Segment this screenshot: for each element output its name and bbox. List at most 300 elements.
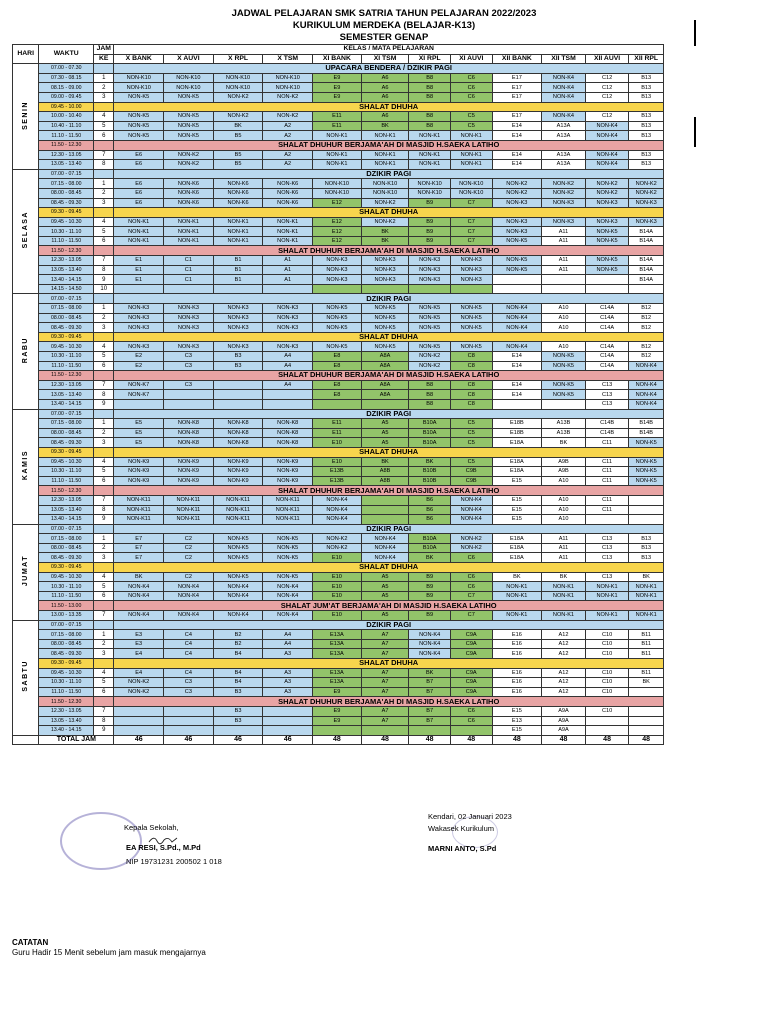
subject-cell: BK — [213, 121, 263, 131]
class-header: XII TSM — [542, 54, 586, 64]
subject-cell: E6 — [114, 160, 164, 170]
subject-cell: B6 — [409, 515, 451, 525]
period-number: 6 — [94, 361, 114, 371]
subject-cell: E9 — [313, 716, 362, 726]
subject-cell: NON-K1 — [629, 611, 664, 621]
period-number — [94, 486, 114, 496]
subject-cell: A2 — [263, 150, 313, 160]
subject-cell: A1 — [263, 265, 313, 275]
subject-cell: B3 — [213, 361, 263, 371]
subject-cell: C9A — [450, 678, 492, 688]
subject-cell: E6 — [114, 150, 164, 160]
subject-cell: A5 — [361, 591, 409, 601]
subject-cell: E9 — [313, 83, 362, 93]
period-row — [13, 438, 664, 448]
subject-cell: E18A — [492, 553, 542, 563]
period-row — [13, 83, 664, 93]
class-header: XI TSM — [361, 54, 409, 64]
subject-cell: NON-K6 — [213, 188, 263, 198]
subject-cell: C3 — [164, 361, 214, 371]
class-header: XII RPL — [629, 54, 664, 64]
subject-cell: NON-K8 — [164, 438, 214, 448]
subject-cell — [629, 726, 664, 736]
total-cell: 46 — [213, 735, 263, 745]
period-number: 8 — [94, 505, 114, 515]
subject-cell: NON-K4 — [450, 495, 492, 505]
subject-cell: A11 — [542, 534, 586, 544]
subject-cell — [492, 284, 542, 294]
subject-cell: NON-K5 — [450, 313, 492, 323]
subject-cell: NON-K2 — [450, 543, 492, 553]
subject-cell: C10 — [585, 706, 629, 716]
subject-cell: B8 — [409, 390, 451, 400]
subject-cell: B10B — [409, 476, 451, 486]
event-banner: DZIKIR PAGI — [114, 524, 664, 534]
subject-cell: NON-K1 — [213, 227, 263, 237]
subject-cell: NON-K4 — [164, 591, 214, 601]
subject-cell: NON-K5 — [542, 380, 586, 390]
subject-cell: NON-K3 — [263, 313, 313, 323]
subject-cell: E13 — [492, 716, 542, 726]
subject-cell: C14A — [585, 313, 629, 323]
subject-cell: NON-K4 — [585, 131, 629, 141]
subject-cell: A13A — [542, 150, 586, 160]
subject-cell: NON-K11 — [213, 505, 263, 515]
event-banner: DZIKIR PAGI — [114, 409, 664, 419]
subject-cell: NON-K3 — [542, 198, 586, 208]
subject-cell: NON-K9 — [213, 476, 263, 486]
subject-cell: NON-K4 — [313, 505, 362, 515]
subject-cell: NON-K4 — [542, 112, 586, 122]
subject-cell: NON-K3 — [213, 342, 263, 352]
total-cell: 46 — [263, 735, 313, 745]
subject-cell: A2 — [263, 160, 313, 170]
subject-cell: E3 — [114, 639, 164, 649]
event-banner: SHALAT DHUHA — [114, 659, 664, 669]
subject-cell: A12 — [542, 678, 586, 688]
subject-cell: NON-K3 — [313, 265, 362, 275]
subject-cell: NON-K4 — [492, 323, 542, 333]
subject-cell: NON-K11 — [164, 505, 214, 515]
day-label — [13, 524, 39, 620]
subject-cell: NON-K5 — [629, 467, 664, 477]
subject-cell — [114, 726, 164, 736]
subject-cell: NON-K1 — [164, 236, 214, 246]
period-number: 10 — [94, 284, 114, 294]
subject-cell: A6 — [361, 112, 409, 122]
schedule-title: JADWAL PELAJARAN SMK SATRIA TAHUN PELAJARAN 2022/2023 — [231, 8, 537, 19]
subject-cell: B13 — [629, 150, 664, 160]
event-banner: DZIKIR PAGI — [114, 620, 664, 630]
period-row — [13, 265, 664, 275]
subject-cell: NON-K4 — [263, 582, 313, 592]
event-banner: UPACARA BENDERA / DZIKIR PAGI — [114, 64, 664, 74]
subject-cell: E10 — [313, 591, 362, 601]
subject-cell: E5 — [114, 419, 164, 429]
period-row — [13, 591, 664, 601]
subject-cell: NON-K2 — [492, 179, 542, 189]
subject-cell: NON-K1 — [114, 236, 164, 246]
subject-cell: E9 — [313, 73, 362, 83]
subject-cell: C11 — [585, 457, 629, 467]
subject-cell: NON-K3 — [492, 198, 542, 208]
subject-cell: B12 — [629, 313, 664, 323]
subject-cell: NON-K3 — [409, 256, 451, 266]
period-row — [13, 227, 664, 237]
subject-cell: C14A — [585, 352, 629, 362]
subject-cell: NON-K4 — [585, 150, 629, 160]
subject-cell: A10 — [542, 313, 586, 323]
subject-cell: BK — [409, 553, 451, 563]
event-banner: SHALAT DHUHUR BERJAMA'AH DI MASJID H.SAEKA LATIHO — [114, 371, 664, 381]
subject-cell: NON-K1 — [213, 217, 263, 227]
subject-cell: C6 — [450, 92, 492, 102]
subject-cell: NON-K1 — [409, 150, 451, 160]
subject-cell: E9 — [313, 92, 362, 102]
subject-cell: NON-K8 — [263, 419, 313, 429]
subject-cell: NON-K3 — [164, 313, 214, 323]
event-banner: SHALAT DHUHA — [114, 208, 664, 218]
event-banner: SHALAT DHUHUR BERJAMA'AH DI MASJID H.SAEKA LATIHO — [114, 486, 664, 496]
subject-cell: NON-K2 — [164, 160, 214, 170]
subject-cell: B8 — [409, 83, 451, 93]
subject-cell: B13 — [629, 112, 664, 122]
subject-cell: NON-K1 — [450, 131, 492, 141]
total-cell: 48 — [450, 735, 492, 745]
headmaster-title: Kepala Sekolah, — [124, 823, 179, 832]
subject-cell — [542, 399, 586, 409]
period-row — [13, 476, 664, 486]
subject-cell: C6 — [450, 83, 492, 93]
subject-cell: C6 — [450, 582, 492, 592]
period-row — [13, 236, 664, 246]
subject-cell — [263, 284, 313, 294]
period-number: 1 — [94, 419, 114, 429]
subject-cell: E15 — [492, 706, 542, 716]
time-cell: 12.30 - 13.05 — [39, 256, 94, 266]
subject-cell: E12 — [313, 217, 362, 227]
subject-cell — [361, 726, 409, 736]
subject-cell: B6 — [409, 495, 451, 505]
subject-cell: NON-K1 — [313, 131, 362, 141]
period-row — [13, 649, 664, 659]
subject-cell: C14A — [585, 304, 629, 314]
period-row — [13, 726, 664, 736]
period-row — [13, 467, 664, 477]
subject-cell: NON-K5 — [213, 543, 263, 553]
subject-cell — [114, 284, 164, 294]
subject-cell: NON-K1 — [409, 131, 451, 141]
period-number — [94, 409, 114, 419]
period-row — [13, 390, 664, 400]
subject-cell — [164, 390, 214, 400]
period-row — [13, 150, 664, 160]
subject-cell: NON-K2 — [213, 112, 263, 122]
total-cell: 48 — [542, 735, 586, 745]
time-cell: 07.30 - 08.15 — [39, 73, 94, 83]
subject-cell: C6 — [450, 553, 492, 563]
subject-cell: B12 — [629, 323, 664, 333]
subject-cell: E14 — [492, 361, 542, 371]
subject-cell: A9A — [542, 716, 586, 726]
subject-cell: A7 — [361, 639, 409, 649]
subject-cell: E13A — [313, 668, 362, 678]
subject-cell: E5 — [114, 428, 164, 438]
time-cell: 08.00 - 08.45 — [39, 639, 94, 649]
period-number: 7 — [94, 150, 114, 160]
period-row — [13, 678, 664, 688]
subject-cell: B13 — [629, 131, 664, 141]
subject-cell: B12 — [629, 352, 664, 362]
subject-cell: E12 — [313, 198, 362, 208]
subject-cell: NON-K5 — [585, 227, 629, 237]
subject-cell: C7 — [450, 198, 492, 208]
day-label — [13, 620, 39, 735]
period-number — [94, 64, 114, 74]
time-cell: 13.40 - 14.15 — [39, 515, 94, 525]
subject-cell: E17 — [492, 92, 542, 102]
subject-cell: B7 — [409, 687, 451, 697]
total-spacer — [13, 735, 39, 745]
subject-cell: NON-K1 — [361, 131, 409, 141]
subject-cell — [213, 399, 263, 409]
subject-cell: NON-K5 — [450, 304, 492, 314]
subject-cell: NON-K4 — [361, 534, 409, 544]
subject-cell: B3 — [213, 716, 263, 726]
subject-cell: A9B — [542, 457, 586, 467]
subject-cell: B1 — [213, 275, 263, 285]
subject-cell: C10 — [585, 668, 629, 678]
subject-cell: B11 — [629, 649, 664, 659]
subject-cell: E15 — [492, 495, 542, 505]
subject-cell: A11 — [542, 236, 586, 246]
period-number: 7 — [94, 495, 114, 505]
subject-cell: NON-K8 — [164, 428, 214, 438]
subject-cell — [164, 399, 214, 409]
subject-cell: NON-K6 — [263, 179, 313, 189]
subject-cell — [629, 495, 664, 505]
subject-cell — [263, 390, 313, 400]
subject-cell — [164, 706, 214, 716]
subject-cell — [585, 515, 629, 525]
subject-cell: NON-K1 — [114, 217, 164, 227]
subject-cell — [585, 275, 629, 285]
subject-cell — [492, 275, 542, 285]
subject-cell: A10 — [542, 505, 586, 515]
subject-cell: A10 — [542, 515, 586, 525]
subject-cell: B8 — [409, 399, 451, 409]
subject-cell: NON-K2 — [361, 198, 409, 208]
period-number: 8 — [94, 265, 114, 275]
subject-cell: E18A — [492, 543, 542, 553]
subject-cell: B13 — [629, 92, 664, 102]
subject-cell: B14A — [629, 256, 664, 266]
subject-cell: NON-K2 — [114, 678, 164, 688]
subject-cell: B13 — [629, 543, 664, 553]
subject-cell: NON-K6 — [213, 198, 263, 208]
subject-cell: NON-K5 — [492, 256, 542, 266]
subject-cell: A9A — [542, 706, 586, 716]
period-number: 4 — [94, 668, 114, 678]
subject-cell: NON-K4 — [492, 342, 542, 352]
time-cell: 11.50 - 12.30 — [39, 486, 94, 496]
time-cell: 09.45 - 10.00 — [39, 102, 94, 112]
subject-cell: NON-K4 — [492, 304, 542, 314]
subject-cell: B9 — [409, 591, 451, 601]
subject-cell: A5 — [361, 428, 409, 438]
subject-cell: C4 — [164, 639, 214, 649]
subject-cell: NON-K5 — [409, 342, 451, 352]
total-label: TOTAL JAM — [39, 735, 114, 745]
subject-cell — [263, 399, 313, 409]
subject-cell: E14 — [492, 121, 542, 131]
subject-cell: C14A — [585, 361, 629, 371]
day-name: RABU — [21, 336, 29, 364]
subject-cell: C8 — [450, 361, 492, 371]
period-number: 3 — [94, 649, 114, 659]
time-cell: 10.30 - 11.10 — [39, 227, 94, 237]
subject-cell: B14A — [629, 236, 664, 246]
time-cell: 11.10 - 11.50 — [39, 687, 94, 697]
period-number — [94, 169, 114, 179]
subject-cell: NON-K10 — [164, 73, 214, 83]
subject-cell: E6 — [114, 188, 164, 198]
subject-cell: C7 — [450, 236, 492, 246]
subject-cell: NON-K8 — [263, 438, 313, 448]
subject-cell — [263, 716, 313, 726]
subject-cell: B2 — [213, 639, 263, 649]
subject-cell: B5 — [213, 150, 263, 160]
subject-cell: A6 — [361, 73, 409, 83]
period-row — [13, 706, 664, 716]
time-cell: 11.10 - 11.50 — [39, 591, 94, 601]
period-number: 2 — [94, 188, 114, 198]
subject-cell: E11 — [313, 419, 362, 429]
subject-cell: NON-K9 — [114, 457, 164, 467]
period-number: 4 — [94, 217, 114, 227]
subject-cell: A9A — [542, 726, 586, 736]
subject-cell: A9B — [542, 467, 586, 477]
event-banner: SHALAT DHUHUR BERJAMA'AH DI MASJID H.SAEKA LATIHO — [114, 697, 664, 707]
time-cell: 09.30 - 09.45 — [39, 563, 94, 573]
subject-cell: NON-K4 — [629, 390, 664, 400]
subject-cell: E15 — [492, 515, 542, 525]
total-cell: 48 — [492, 735, 542, 745]
subject-cell: C8 — [450, 380, 492, 390]
subject-cell: NON-K6 — [263, 188, 313, 198]
period-number: 6 — [94, 131, 114, 141]
subject-cell: NON-K5 — [213, 553, 263, 563]
subject-cell: A1 — [263, 275, 313, 285]
subject-cell: NON-K5 — [313, 342, 362, 352]
period-number: 8 — [94, 716, 114, 726]
subject-cell: NON-K5 — [585, 256, 629, 266]
period-number: 7 — [94, 611, 114, 621]
subject-cell: C6 — [450, 716, 492, 726]
subject-cell: C6 — [450, 706, 492, 716]
subject-cell: NON-K5 — [585, 236, 629, 246]
subject-cell: NON-K9 — [164, 457, 214, 467]
subject-cell — [542, 275, 586, 285]
period-row — [13, 611, 664, 621]
time-cell: 12.30 - 13.05 — [39, 495, 94, 505]
subject-cell: A13B — [542, 428, 586, 438]
subject-cell: C5 — [450, 428, 492, 438]
subject-cell: B1 — [213, 265, 263, 275]
subject-cell: C3 — [164, 380, 214, 390]
subject-cell: NON-K4 — [313, 495, 362, 505]
subject-cell: E10 — [313, 582, 362, 592]
total-cell: 48 — [629, 735, 664, 745]
time-cell: 11.50 - 12.30 — [39, 371, 94, 381]
subject-cell: NON-K3 — [263, 304, 313, 314]
subject-cell: A13A — [542, 131, 586, 141]
period-number: 5 — [94, 352, 114, 362]
subject-cell — [213, 390, 263, 400]
subject-cell: NON-K10 — [409, 179, 451, 189]
subject-cell: NON-K2 — [164, 150, 214, 160]
subject-cell — [629, 716, 664, 726]
subject-cell: NON-K10 — [213, 73, 263, 83]
subject-cell: C14A — [585, 342, 629, 352]
period-row — [13, 342, 664, 352]
subject-cell: C9A — [450, 649, 492, 659]
subject-cell: C3 — [164, 687, 214, 697]
subject-cell: NON-K2 — [585, 179, 629, 189]
subject-cell: NON-K2 — [492, 188, 542, 198]
subject-cell: E8 — [313, 352, 362, 362]
subject-cell: C7 — [450, 227, 492, 237]
subject-cell: NON-K2 — [114, 687, 164, 697]
subject-cell: C5 — [450, 419, 492, 429]
subject-cell: E1 — [114, 256, 164, 266]
subject-cell: A5 — [361, 611, 409, 621]
period-number: 7 — [94, 256, 114, 266]
period-number: 5 — [94, 121, 114, 131]
subject-cell: C6 — [450, 572, 492, 582]
event-row — [13, 620, 664, 630]
subject-cell: A11 — [542, 227, 586, 237]
time-cell: 07.00 - 07.15 — [39, 409, 94, 419]
subject-cell: NON-K3 — [114, 304, 164, 314]
time-cell: 07.00 - 07.15 — [39, 294, 94, 304]
subject-cell: NON-K2 — [585, 188, 629, 198]
subject-cell: C6 — [450, 73, 492, 83]
time-cell: 13.05 - 13.40 — [39, 505, 94, 515]
subject-cell: E18A — [492, 438, 542, 448]
period-number — [94, 697, 114, 707]
subject-cell: A10 — [542, 476, 586, 486]
semester-subtitle: SEMESTER GENAP — [339, 32, 429, 43]
period-number: 1 — [94, 179, 114, 189]
subject-cell: NON-K5 — [114, 112, 164, 122]
period-row — [13, 92, 664, 102]
time-cell: 12.30 - 13.05 — [39, 150, 94, 160]
subject-cell: NON-K2 — [213, 92, 263, 102]
subject-cell: C5 — [450, 121, 492, 131]
subject-cell: B9 — [409, 582, 451, 592]
period-number — [94, 447, 114, 457]
subject-cell: NON-K5 — [409, 323, 451, 333]
subject-cell: NON-K3 — [213, 323, 263, 333]
period-row — [13, 668, 664, 678]
subject-cell: C13 — [585, 543, 629, 553]
subject-cell: NON-K1 — [450, 150, 492, 160]
subject-cell: A8A — [361, 361, 409, 371]
subject-cell: NON-K1 — [361, 150, 409, 160]
time-cell: 12.30 - 13.05 — [39, 706, 94, 716]
subject-cell: B7 — [409, 706, 451, 716]
